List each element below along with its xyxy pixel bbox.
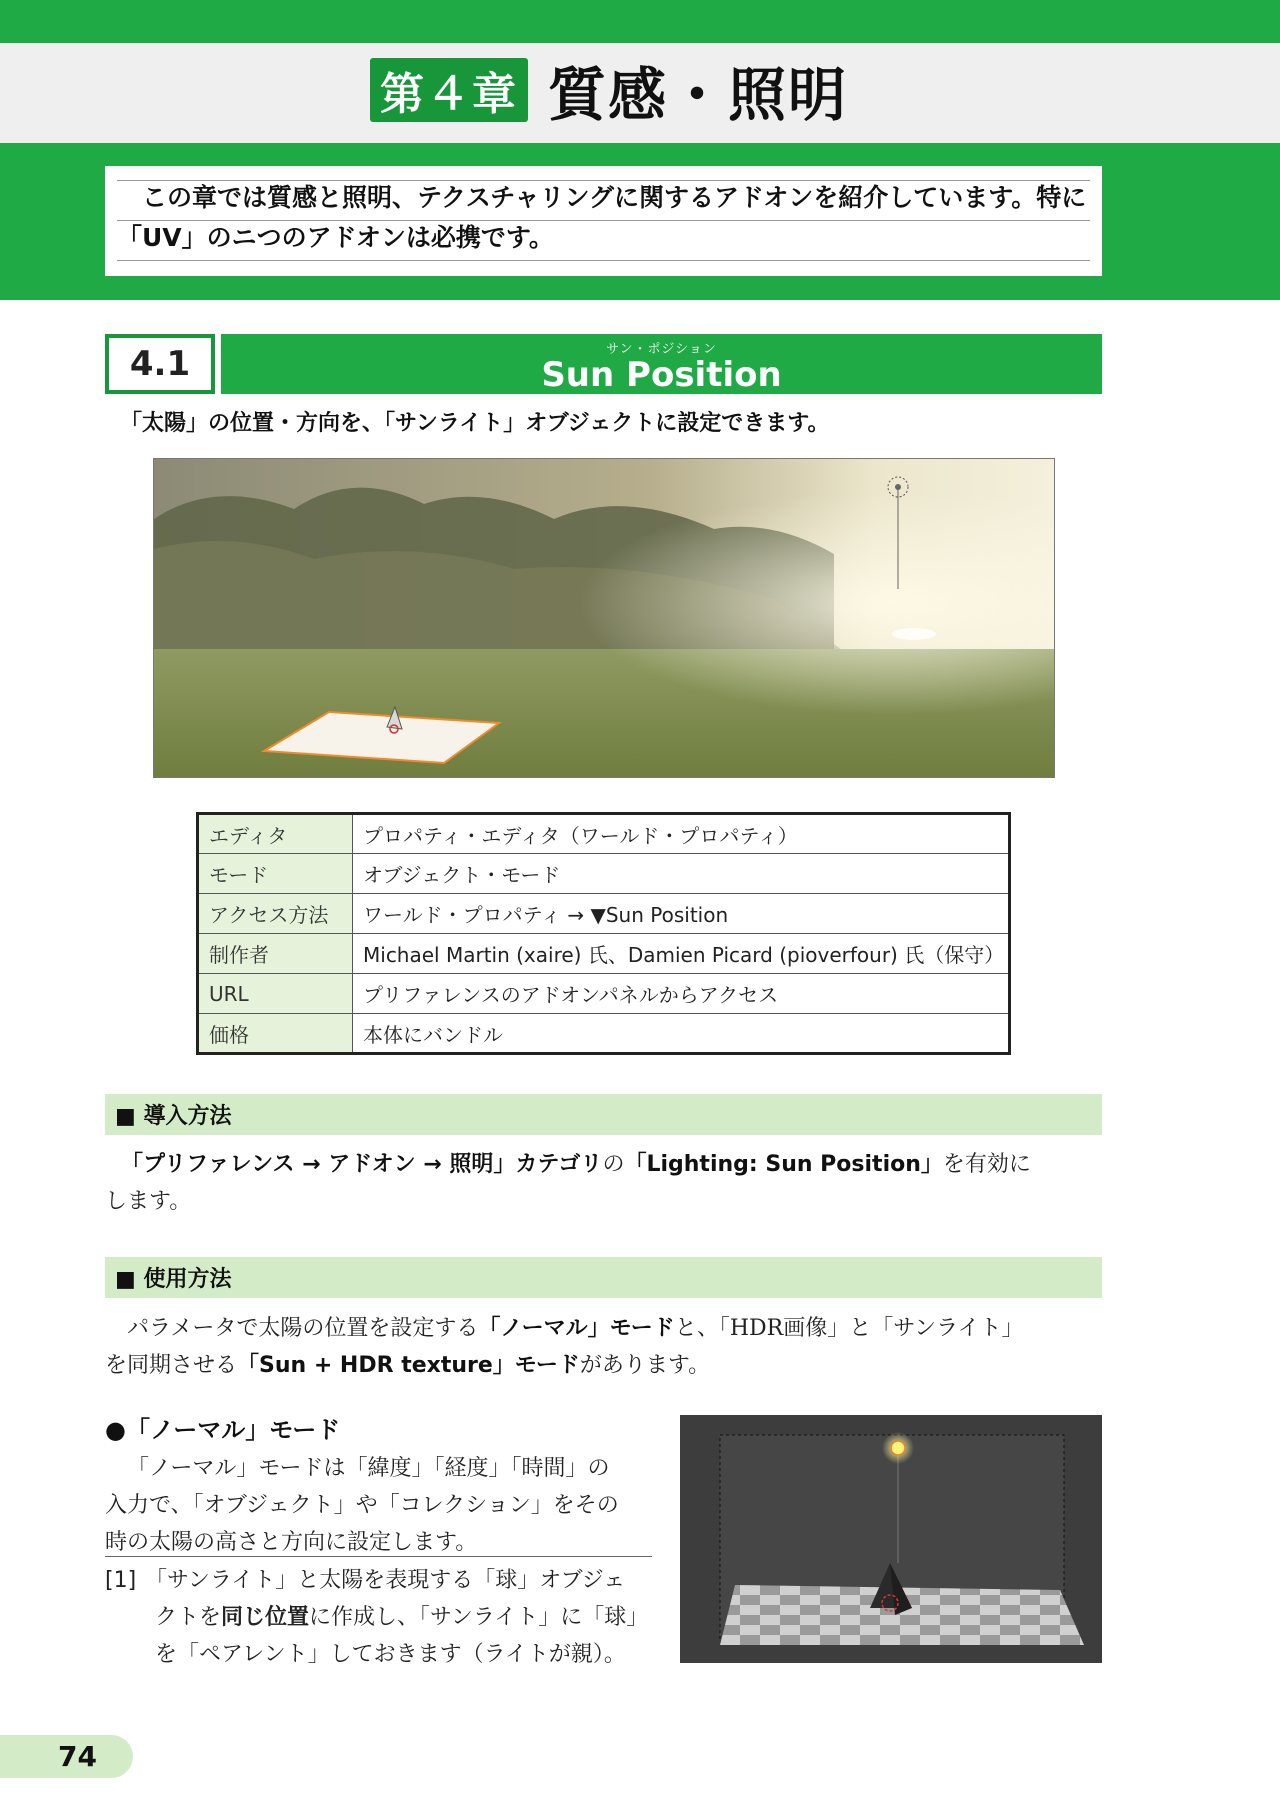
info-table-key: 価格 (198, 1014, 353, 1054)
usage-paragraph (105, 1310, 1102, 1384)
intro-line-1: この章では質感と照明、テクスチャリングに関するアドオンを紹介しています。特に (142, 183, 1087, 212)
top-green-band (0, 0, 1280, 43)
info-table-value: プリファレンスのアドオンパネルからアクセス (353, 974, 1010, 1014)
usage-text-2: と、「HDR画像」と「サンライト」 (674, 1316, 1024, 1341)
normal-mode-line-2: 入力で、「オブジェクト」や「コレクション」をその (105, 1493, 619, 1518)
info-table-value: プロパティ・エディタ（ワールド・プロパティ） (353, 814, 1010, 854)
page-number: 74 (0, 1735, 133, 1778)
intro-rule (117, 260, 1090, 261)
step-line-1: 「サンライト」と太陽を表現する「球」オブジェ (145, 1568, 626, 1593)
usage-text-4: があります。 (579, 1353, 711, 1378)
step-bold: 同じ位置 (221, 1605, 310, 1630)
intro-box (105, 166, 1102, 276)
info-table-key: エディタ (198, 814, 353, 854)
info-table-row (198, 934, 1010, 974)
step-text-2a: クトを (155, 1605, 222, 1630)
scene-illustration (154, 459, 1055, 778)
usage-bold-1: 「ノーマル」モード (478, 1316, 675, 1341)
info-table-row (198, 974, 1010, 1014)
info-table-value: Michael Martin (xaire) 氏、Damien Picard (pioverfour) 氏（保守） (353, 934, 1010, 974)
info-table-row (198, 854, 1010, 894)
intro-text (117, 178, 1090, 258)
info-table-key: モード (198, 854, 353, 894)
blender-viewport-image (680, 1415, 1102, 1663)
sun-position-scene-image (153, 458, 1055, 778)
info-table-value: オブジェクト・モード (353, 854, 1010, 894)
info-table-key: URL (198, 974, 353, 1014)
install-text-1: の (602, 1152, 625, 1177)
install-paragraph (105, 1146, 1102, 1220)
section-number: 4.1 (105, 334, 215, 394)
normal-mode-line-3: 時の太陽の高さと方向に設定します。 (105, 1530, 478, 1555)
info-table-row (198, 1014, 1010, 1054)
section-ruby: サン・ポジション (606, 342, 717, 357)
column-rule (105, 1556, 652, 1557)
info-table-value: 本体にバンドル (353, 1014, 1010, 1054)
install-text-2: を有効に (942, 1152, 1031, 1177)
step-1 (105, 1562, 652, 1673)
info-table-key: 制作者 (198, 934, 353, 974)
info-table-row (198, 894, 1010, 934)
info-table-row (198, 814, 1010, 854)
section-title: Sun Position (541, 355, 782, 395)
info-table-key: アクセス方法 (198, 894, 353, 934)
install-bold-1: 「プリファレンス → アドオン → 照明」カテゴリ (121, 1152, 603, 1177)
viewport-illustration (680, 1415, 1102, 1663)
normal-mode-heading: ●「ノーマル」モード (105, 1416, 341, 1444)
intro-line-2: 「UV」のニつのアドオンは必携です。 (117, 223, 554, 252)
usage-text-3: を同期させる (105, 1353, 238, 1378)
info-table-value: ワールド・プロパティ → ▼Sun Position (353, 894, 1010, 934)
normal-mode-text (105, 1450, 652, 1561)
step-text-2b: に作成し、「サンライト」に「球」 (309, 1605, 649, 1630)
usage-bold-2: 「Sun + HDR texture」モード (237, 1353, 580, 1378)
usage-text-1: パラメータで太陽の位置を設定する (127, 1316, 479, 1341)
install-heading: ■ 導入方法 (105, 1094, 1102, 1135)
install-text-3: します。 (105, 1189, 192, 1214)
usage-heading: ■ 使用方法 (105, 1257, 1102, 1298)
chapter-title: 質感・照明 (548, 61, 849, 129)
step-line-3: を「ペアレント」しておきます（ライトが親）。 (155, 1642, 626, 1667)
section-title-bar (221, 334, 1102, 394)
install-bold-2: 「Lighting: Sun Position」 (624, 1152, 943, 1177)
chapter-label: 第４章 (370, 58, 528, 122)
step-number: [1] (105, 1568, 137, 1593)
section-lead: 「太陽」の位置・方向を、「サンライト」オブジェクトに設定できます。 (120, 411, 830, 436)
step-line-2 (105, 1599, 652, 1636)
normal-mode-line-1: 「ノーマル」モードは「緯度」「経度」「時間」の (127, 1456, 610, 1481)
addon-info-table (196, 812, 1011, 1055)
